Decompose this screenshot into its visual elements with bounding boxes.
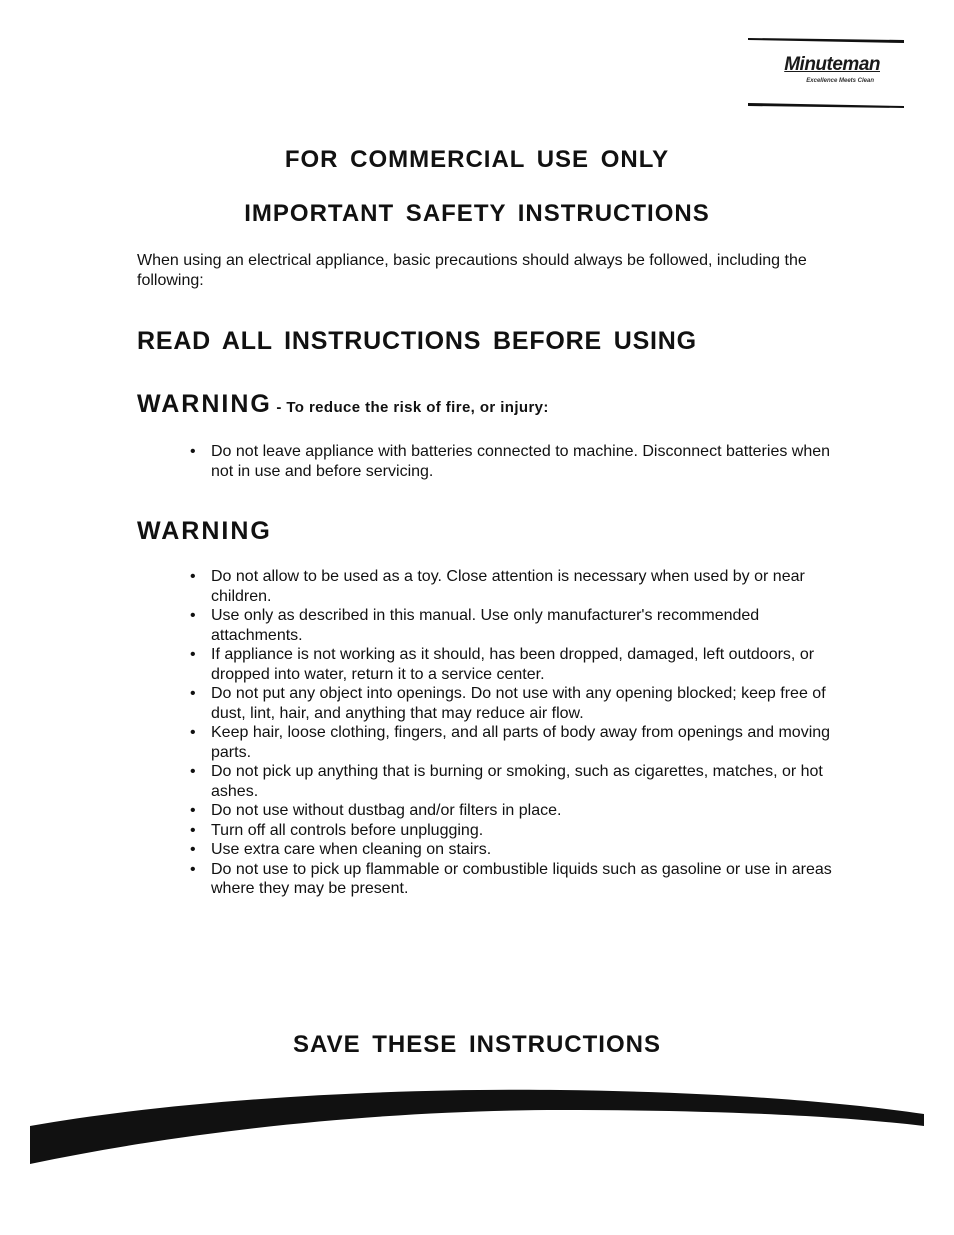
intro-paragraph: When using an electrical appliance, basic precautions should always be followed, including the following: — [137, 252, 807, 289]
warning-2-list — [190, 567, 850, 899]
list-item — [190, 762, 850, 801]
list-item-text: Do not leave appliance with batteries connected to machine. Disconnect batteries when not in use and before servicing. — [211, 443, 831, 480]
list-item — [190, 567, 850, 606]
bullet-icon: • — [190, 724, 196, 741]
bullet-icon: • — [190, 860, 196, 878]
list-item-text: Use extra care when cleaning on stairs. — [211, 841, 492, 858]
bullet-icon: • — [190, 763, 196, 780]
list-item-text: Use only as described in this manual. Use only manufacturer's recommended attachments. — [211, 607, 760, 644]
logo-wordmark: Minuteman — [784, 54, 880, 75]
heading-read-all: READ ALL INSTRUCTIONS BEFORE USING — [137, 327, 697, 355]
warning-1-subtitle: - To reduce the risk of fire, or injury: — [271, 399, 549, 416]
list-item — [190, 442, 850, 481]
bullet-icon: • — [190, 568, 196, 585]
bullet-icon: • — [190, 646, 196, 663]
list-item-text: Do not pick up anything that is burning or smoking, such as cigarettes, matches, or hot ashes. — [211, 763, 823, 800]
list-item-text: Do not put any object into openings. Do not use with any opening blocked; keep free of dust, lint, hair, and anything that may reduce air flow. — [211, 685, 826, 722]
list-item-text: Keep hair, loose clothing, fingers, and all parts of body away from openings and moving parts. — [211, 724, 831, 761]
heading-commercial-use: FOR COMMERCIAL USE ONLY — [284, 146, 670, 173]
list-item — [190, 645, 850, 684]
list-item — [190, 840, 850, 860]
list-item-text: Do not allow to be used as a toy. Close attention is necessary when used by or near children. — [211, 568, 805, 605]
list-item — [190, 606, 850, 645]
warning-2-title: WARNING — [137, 517, 272, 545]
list-item-text: Do not use without dustbag and/or filters in place. — [211, 802, 562, 819]
bullet-icon: • — [190, 685, 196, 702]
bullet-icon: • — [190, 821, 196, 839]
logo — [748, 34, 908, 114]
warning-1-list — [190, 442, 850, 481]
heading-save-instructions: SAVE THESE INSTRUCTIONS — [293, 1031, 661, 1058]
list-item-text: If appliance is not working as it should, has been dropped, damaged, left outdoors, or dropped into water, return it to a service center. — [211, 646, 815, 683]
list-item-text: Turn off all controls before unplugging. — [211, 821, 484, 839]
logo-tagline: Excellence Meets Clean — [806, 78, 874, 84]
logo-rule-bottom — [748, 102, 904, 108]
list-item — [190, 723, 850, 762]
bottom-swoosh-decoration — [0, 1080, 954, 1170]
bullet-icon: • — [190, 841, 196, 858]
warning-1-title: WARNING — [137, 390, 272, 418]
logo-rule-top — [748, 38, 904, 43]
bullet-icon: • — [190, 607, 196, 624]
list-item — [190, 801, 850, 821]
heading-safety-instructions: IMPORTANT SAFETY INSTRUCTIONS — [244, 200, 710, 227]
bullet-icon: • — [190, 802, 196, 819]
list-item-text: Do not use to pick up flammable or combustible liquids such as gasoline or use in areas where they may be present. — [211, 860, 832, 897]
list-item — [190, 684, 850, 723]
list-item — [190, 860, 850, 899]
warning-1-heading — [137, 390, 549, 419]
bullet-icon: • — [190, 443, 196, 460]
list-item — [190, 821, 850, 841]
